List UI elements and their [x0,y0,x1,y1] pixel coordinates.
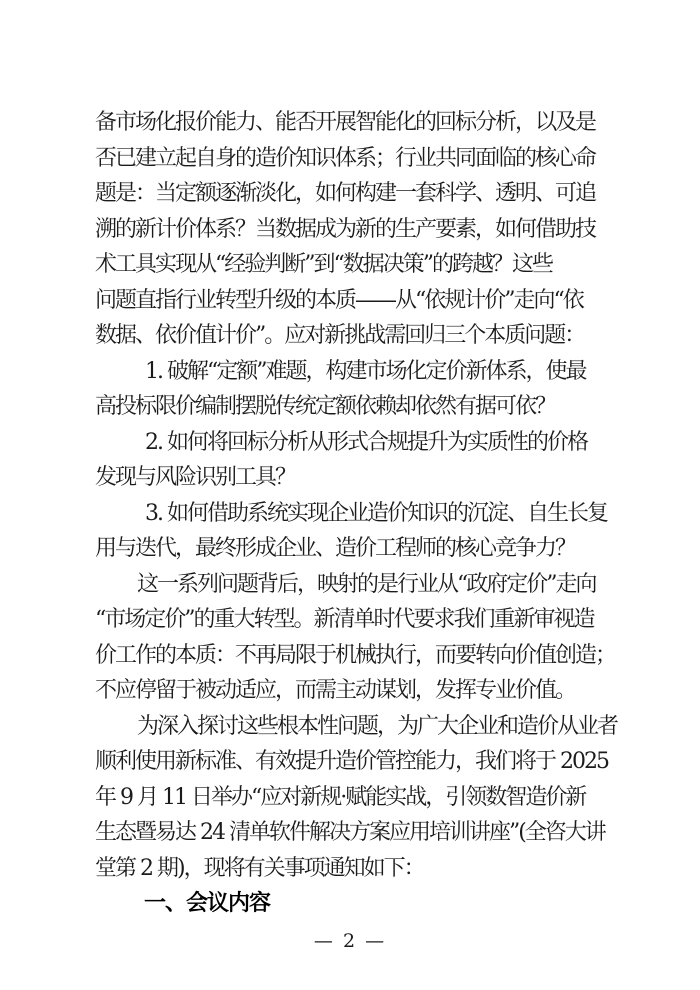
text-line: 题是：当定额逐渐淡化，如何构建一套科学、透明、可追 [95,181,596,206]
text-line: 生态暨易达 24 清单软件解决方案应用培训讲座”(全咨大讲 [95,820,605,845]
numbered-item-3-line: 3. 如何借助系统实现企业造价知识的沉淀、自生长复 [145,500,607,526]
text-line: “市场定价”的重大转型。新清单时代要求我们重新审视造 [95,607,594,632]
text-line: 堂第 2 期)，现将有关事项通知如下： [95,855,424,881]
document-body [95,105,618,922]
numbered-item-2-line: 2. 如何将回标分析从形式合规提升为实质性的价格 [145,429,587,455]
text-line: 高投标限价编制摆脱传统定额依赖却依然有据可依？ [95,394,556,419]
text-line: 顺利使用新标准、有效提升造价管控能力，我们将于 2025 [95,749,608,774]
text-line: 发现与风险识别工具？ [95,465,296,490]
text-line: 否已建立起自身的造价知识体系；行业共同面临的核心命 [95,145,596,171]
numbered-item-1-line: 1. 破解“定额”难题，构建市场化定价新体系，使最 [145,358,586,384]
text-line: 用与迭代，最终形成企业、造价工程师的核心竞争力？ [95,536,576,561]
text-line: 术工具实现从“经验判断”到“数据决策”的跨越？这些 [95,252,552,277]
paragraph-start-line: 为深入探讨这些根本性问题，为广大企业和造价从业者 [137,713,618,739]
text-line: 备市场化报价能力、能否开展智能化的回标分析，以及是 [95,110,596,135]
text-line: 年 9 月 11 日举办“应对新规·赋能实战，引领数智造价新 [95,784,586,810]
section-heading: 一、会议内容 [144,891,271,916]
text-line: 数据、依价值计价”。应对新挑战需回归三个本质问题： [95,323,585,348]
text-line: 不应停留于被动适应，而需主动谋划，发挥专业价值。 [95,678,576,703]
text-line: 溯的新计价体系？当数据成为新的生产要素，如何借助技 [95,216,596,242]
page-number: — 2 — [313,930,387,952]
text-line: 问题直指行业转型升级的本质——从“依规计价”走向“依 [95,287,583,313]
paragraph-start-line: 这一系列问题背后，映射的是行业从“政府定价”走向 [137,571,596,597]
text-line: 价工作的本质：不再局限于机械执行，而要转向价值创造； [95,642,616,668]
